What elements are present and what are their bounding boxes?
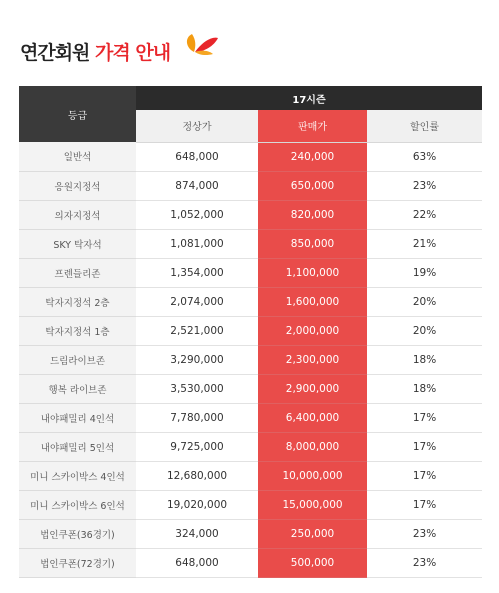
regular-price-cell: 1,081,000 — [136, 229, 258, 258]
seat-grade-cell: 내야패밀리 4인석 — [19, 403, 136, 432]
sale-price-cell: 10,000,000 — [258, 461, 367, 490]
seat-grade-cell: 미니 스카이박스 4인석 — [19, 461, 136, 490]
sale-price-cell: 1,100,000 — [258, 258, 367, 287]
page-title-part1: 연간회원 — [20, 42, 90, 64]
regular-price-cell: 1,354,000 — [136, 258, 258, 287]
seat-grade-cell: 법인쿠폰(72경기) — [19, 548, 136, 577]
discount-rate-cell: 17% — [367, 490, 482, 519]
discount-rate-cell: 23% — [367, 519, 482, 548]
table-row — [19, 345, 482, 374]
table-row — [19, 403, 482, 432]
seat-grade-cell: 미니 스카이박스 6인석 — [19, 490, 136, 519]
table-row — [19, 316, 482, 345]
regular-price-cell: 9,725,000 — [136, 432, 258, 461]
seat-grade-cell: 응원지정석 — [19, 171, 136, 200]
regular-price-cell: 324,000 — [136, 519, 258, 548]
grade-column-header: 등급 — [19, 86, 136, 142]
sale-price-cell: 240,000 — [258, 142, 367, 171]
seat-grade-cell: 탁자지정석 2층 — [19, 287, 136, 316]
sale-price-cell: 820,000 — [258, 200, 367, 229]
discount-rate-cell: 20% — [367, 316, 482, 345]
seat-grade-cell: 프렌들리존 — [19, 258, 136, 287]
table-row — [19, 432, 482, 461]
table-row — [19, 142, 482, 171]
sale-price-cell: 1,600,000 — [258, 287, 367, 316]
seat-grade-cell: 탁자지정석 1층 — [19, 316, 136, 345]
discount-rate-cell: 18% — [367, 374, 482, 403]
regular-price-cell: 2,521,000 — [136, 316, 258, 345]
sale-price-cell: 500,000 — [258, 548, 367, 577]
discount-rate-cell: 17% — [367, 432, 482, 461]
seat-grade-cell: 일반석 — [19, 142, 136, 171]
sale-price-header: 판매가 — [258, 110, 367, 142]
regular-price-cell: 12,680,000 — [136, 461, 258, 490]
table-row — [19, 461, 482, 490]
sale-price-cell: 250,000 — [258, 519, 367, 548]
table-row — [19, 229, 482, 258]
regular-price-cell: 874,000 — [136, 171, 258, 200]
regular-price-cell: 3,290,000 — [136, 345, 258, 374]
regular-price-cell: 1,052,000 — [136, 200, 258, 229]
sale-price-cell: 850,000 — [258, 229, 367, 258]
seat-grade-cell: 법인쿠폰(36경기) — [19, 519, 136, 548]
discount-rate-header: 할인률 — [367, 110, 482, 142]
sale-price-cell: 6,400,000 — [258, 403, 367, 432]
sale-price-cell: 8,000,000 — [258, 432, 367, 461]
seat-grade-cell: 행복 라이브존 — [19, 374, 136, 403]
table-row — [19, 548, 482, 577]
table-row — [19, 258, 482, 287]
sale-price-cell: 2,000,000 — [258, 316, 367, 345]
table-row — [19, 490, 482, 519]
regular-price-cell: 7,780,000 — [136, 403, 258, 432]
seat-grade-cell: 의자지정석 — [19, 200, 136, 229]
page-title-part2: 가격 안내 — [95, 42, 171, 64]
regular-price-cell: 19,020,000 — [136, 490, 258, 519]
table-row — [19, 171, 482, 200]
sale-price-cell: 15,000,000 — [258, 490, 367, 519]
table-row — [19, 200, 482, 229]
regular-price-cell: 2,074,000 — [136, 287, 258, 316]
sale-price-cell: 650,000 — [258, 171, 367, 200]
seat-grade-cell: 내야패밀리 5인석 — [19, 432, 136, 461]
season-header: 17시즌 — [136, 86, 482, 110]
discount-rate-cell: 23% — [367, 548, 482, 577]
regular-price-cell: 648,000 — [136, 142, 258, 171]
table-row — [19, 519, 482, 548]
price-table — [19, 86, 482, 578]
discount-rate-cell: 17% — [367, 403, 482, 432]
regular-price-cell: 3,530,000 — [136, 374, 258, 403]
discount-rate-cell: 20% — [367, 287, 482, 316]
discount-rate-cell: 21% — [367, 229, 482, 258]
discount-rate-cell: 22% — [367, 200, 482, 229]
page-header — [20, 30, 240, 70]
page-title — [20, 38, 170, 65]
regular-price-header: 정상가 — [136, 110, 258, 142]
sale-price-cell: 2,300,000 — [258, 345, 367, 374]
discount-rate-cell: 17% — [367, 461, 482, 490]
discount-rate-cell: 23% — [367, 171, 482, 200]
price-table-wrapper — [19, 86, 482, 578]
seat-grade-cell: 드림라이브존 — [19, 345, 136, 374]
discount-rate-cell: 63% — [367, 142, 482, 171]
sale-price-cell: 2,900,000 — [258, 374, 367, 403]
discount-rate-cell: 18% — [367, 345, 482, 374]
seat-grade-cell: SKY 탁자석 — [19, 229, 136, 258]
sk-butterfly-logo-icon — [180, 30, 220, 58]
table-row — [19, 287, 482, 316]
discount-rate-cell: 19% — [367, 258, 482, 287]
table-row — [19, 374, 482, 403]
regular-price-cell: 648,000 — [136, 548, 258, 577]
